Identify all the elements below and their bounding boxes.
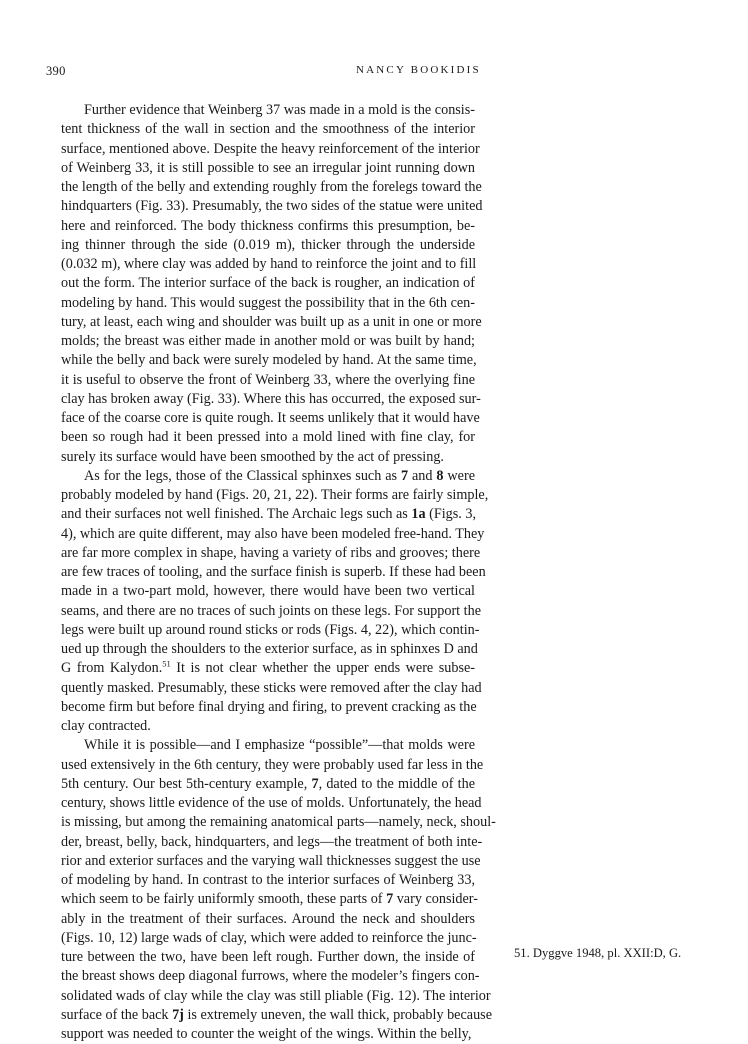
text-run: tury, at least, each wing and shoulder was built up as a unit in one or more [61,313,482,330]
text-line [61,351,475,370]
text-run: while the belly and back were surely modeled by hand. At the same time, [61,352,477,369]
text-line [61,294,475,313]
text-run: are far more complex in shape, having a variety of ribs and grooves; there [61,544,481,561]
text-line [61,101,475,120]
text-run: become firm but before final drying and firing, to prevent cracking as the [61,698,477,715]
text-line [61,140,480,159]
text-run: (Figs. 10, 12) large wads of clay, which were added to reinforce the junc- [61,929,477,946]
text-line [61,217,475,236]
text-run: is extremely uneven, the wall thick, probably because [183,1006,492,1023]
text-line [61,178,482,197]
catalogue-number: 1a [411,506,426,523]
text-run: probably modeled by hand (Figs. 20, 21, 22). Their forms are fairly simple, [61,487,489,503]
text-line [61,563,486,582]
text-run: G from Kalydon. [61,660,163,677]
text-run: and [408,467,437,484]
catalogue-number: 7 [400,467,409,484]
text-run: 4), which are quite different, may also have been modeled free-hand. They [61,525,485,542]
text-line [61,833,483,852]
text-line [61,679,482,698]
text-line [61,448,475,467]
text-run: were [443,467,475,484]
text-line [61,640,478,659]
text-run: ture between the two, have been left rough. Further down, the inside of [61,949,475,965]
footnote-reference[interactable]: 51 [162,658,171,669]
text-line [61,428,475,447]
text-line [61,1025,475,1044]
text-run: quently masked. Presumably, these sticks were removed after the clay had [61,679,482,696]
text-run: used extensively in the 6th century, they were probably used far less in the [61,756,484,773]
text-run: It is not clear whether the upper ends were subse- [170,660,475,677]
text-run: rior and exterior surfaces and the varying wall thicknesses suggest the use [61,852,481,869]
text-line [61,1006,492,1025]
text-line [61,794,482,813]
text-line [61,544,481,563]
text-run: hindquarters (Fig. 33). Presumably, the two sides of the statue were united [61,198,483,215]
text-run: face of the coarse core is quite rough. It seems unlikely that it would have [61,410,480,426]
text-run: which seem to be fairly uniformly smooth, these parts of [61,891,387,908]
text-line [61,659,475,678]
text-run: here and reinforced. The body thickness confirms this presumption, be- [61,217,475,234]
text-run: tent thickness of the wall in section and the smoothness of the interior [61,121,475,138]
text-line [61,910,475,929]
text-line [61,602,481,621]
text-line [61,948,475,967]
text-line [61,197,483,216]
text-line [61,409,480,428]
text-line [61,371,475,390]
text-line [61,871,475,890]
text-line [61,236,475,255]
text-line [61,255,475,274]
text-line [61,525,485,544]
text-line [61,736,475,755]
text-run: been so rough had it been pressed into a mold lined with fine clay, for [61,429,475,446]
text-line [61,390,481,409]
catalogue-number: 7 [386,891,394,908]
text-line [61,159,475,178]
text-run: (Figs. 3, [425,506,477,523]
text-run: is missing, but among the remaining anatomical parts—namely, neck, shoul- [61,814,496,831]
text-run: vary consider- [393,891,478,908]
text-line [61,756,484,775]
text-line [61,120,475,139]
text-line [61,698,475,717]
text-run: of Weinberg 33, it is still possible to see an irregular joint running down [61,159,475,176]
text-run: ably in the treatment of their surfaces. Around the neck and shoulders [61,910,475,927]
text-line [61,313,482,332]
text-run: century, shows little evidence of the use of molds. Unfortunately, the head [61,795,482,811]
text-run: ing thinner through the side (0.019 m), thicker through the underside [61,236,475,253]
text-line [61,967,480,986]
page-number: 390 [46,64,66,78]
text-line [61,813,496,832]
text-line [61,332,475,351]
text-run: of modeling by hand. In contrast to the interior surfaces of Weinberg 33, [61,872,475,888]
text-line [61,852,481,871]
text-run: made in a two-part mold, however, there would have been two vertical [61,583,475,600]
text-line [61,717,475,736]
text-run: and their surfaces not well finished. The Archaic legs such as [61,506,412,523]
text-line [61,274,475,293]
text-line [61,621,480,640]
text-run: surely its surface would have been smoothed by the act of pressing. [61,448,444,465]
catalogue-number: 7j [172,1006,184,1023]
text-run: out the form. The interior surface of the back is rougher, an indication of [61,275,475,292]
text-run: solidated wads of clay while the clay was still pliable (Fig. 12). The interior [61,987,491,1004]
text-run: , dated to the middle of the [318,775,475,792]
text-run: 5th century. Our best 5th-century example, [61,775,312,792]
text-run: legs were built up around round sticks or rods (Figs. 4, 22), which contin- [61,621,480,638]
footnote-51: 51. Dyggve 1948, pl. XXII:D, G. [514,946,682,960]
text-line [61,582,475,601]
text-run: (0.032 m), where clay was added by hand to reinforce the joint and to fill [61,256,477,272]
text-run: seams, and there are no traces of such joints on these legs. For support the [61,602,481,619]
text-run: Further evidence that Weinberg 37 was made in a mold is the consis- [84,102,475,118]
text-line [61,467,475,486]
text-run: modeling by hand. This would suggest the possibility that in the 6th cen- [61,294,475,311]
text-run: support was needed to counter the weight of the wings. Within the belly, [61,1026,472,1042]
catalogue-number: 7 [311,775,319,792]
text-line [61,775,475,794]
running-head: NANCY BOOKIDIS [356,64,481,76]
text-run: As for the legs, those of the Classical sphinxes such as [84,467,401,484]
text-run: are few traces of tooling, and the surface finish is superb. If these had been [61,564,486,580]
text-run: clay has broken away (Fig. 33). Where this has occurred, the exposed sur- [61,390,481,407]
text-run: While it is possible—and I emphasize “possible”—that molds were [84,737,475,754]
text-line [61,890,478,909]
text-line [61,929,475,948]
text-run: the breast shows deep diagonal furrows, where the modeler’s fingers con- [61,968,480,985]
text-run: molds; the breast was either made in another mold or was built by hand; [61,333,475,349]
text-run: surface, mentioned above. Despite the heavy reinforcement of the interior [61,140,480,157]
text-run: der, breast, belly, back, hindquarters, and legs—the treatment of both inte- [61,833,483,850]
text-line [61,987,491,1006]
text-run: the length of the belly and extending roughly from the forelegs toward the [61,179,482,195]
text-run: surface of the back [61,1006,173,1023]
text-line [61,486,489,505]
text-line [61,505,475,524]
text-run: clay contracted. [61,718,151,734]
main-text-column [61,101,496,1044]
catalogue-number: 8 [436,467,444,484]
text-run: it is useful to observe the front of Weinberg 33, where the overlying fine [61,371,475,388]
text-run: ued up through the shoulders to the exterior surface, as in sphinxes D and [61,641,478,657]
